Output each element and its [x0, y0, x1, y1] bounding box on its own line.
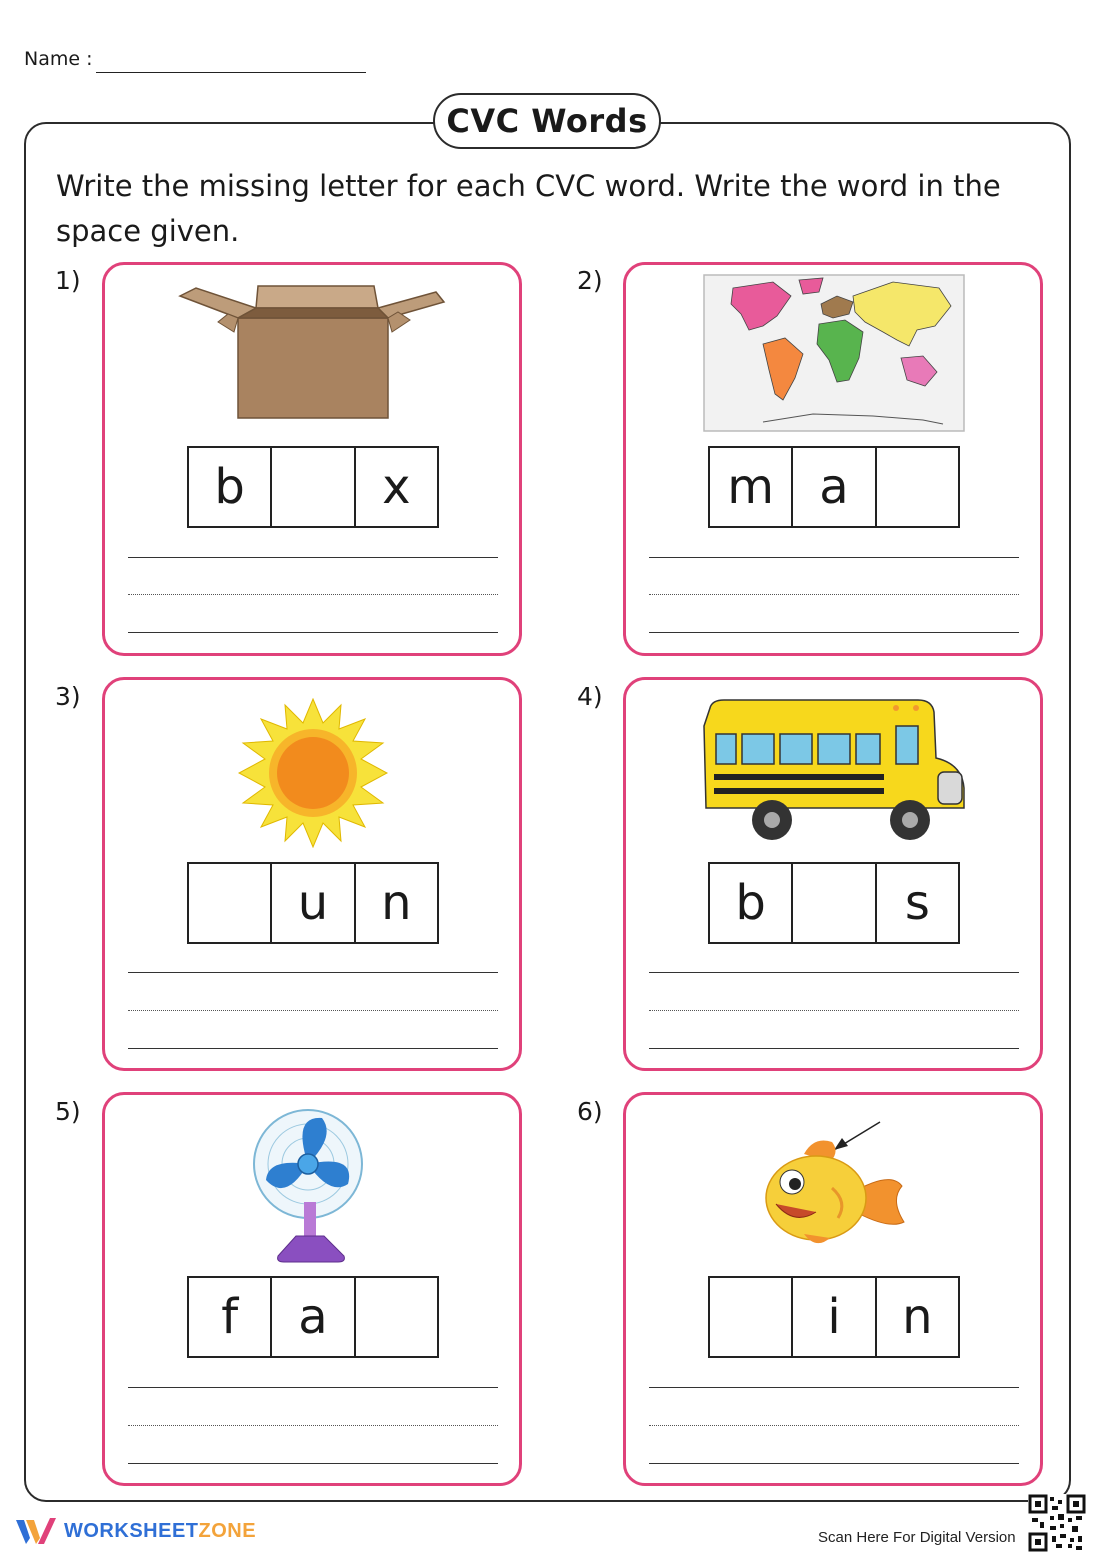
- letter-boxes: [187, 862, 439, 944]
- name-label: Name :: [24, 48, 93, 70]
- box-image: [178, 284, 448, 420]
- writing-guide-line: [649, 594, 1019, 595]
- letter-cell-blank[interactable]: [272, 448, 355, 526]
- brand-name-part1: WORKSHEET: [64, 1519, 199, 1542]
- letter-boxes: [187, 446, 439, 528]
- letter-cell-blank[interactable]: [793, 864, 876, 942]
- writing-line[interactable]: [649, 1463, 1019, 1464]
- scan-instruction: Scan Here For Digital Version: [818, 1529, 1016, 1546]
- letter-cell: b: [189, 448, 272, 526]
- letter-cell: n: [902, 1289, 933, 1345]
- worksheet-title: CVC Words: [433, 93, 661, 149]
- school-bus-image: [700, 696, 968, 842]
- writing-line[interactable]: [649, 1048, 1019, 1049]
- letter-cell-blank[interactable]: [356, 1278, 437, 1356]
- letter-cell: f: [189, 1278, 272, 1356]
- letter-cell-blank[interactable]: [710, 1278, 793, 1356]
- instructions: Write the missing letter for each CVC word. Write the word in the space given.: [56, 169, 1001, 248]
- world-map-image: [703, 274, 965, 434]
- brand-name-part2: ZONE: [198, 1519, 257, 1542]
- item-number: 1): [55, 266, 81, 295]
- letter-cell: b: [710, 864, 793, 942]
- writing-line[interactable]: [649, 1387, 1019, 1388]
- writing-line[interactable]: [649, 557, 1019, 558]
- worksheetzone-w-icon: [16, 1516, 56, 1546]
- letter-cell: x: [382, 459, 411, 515]
- writing-line[interactable]: [128, 632, 498, 633]
- letter-boxes: [187, 1276, 439, 1358]
- writing-line[interactable]: [649, 632, 1019, 633]
- item-number: 4): [577, 682, 603, 711]
- letter-cell: a: [272, 1278, 355, 1356]
- letter-cell: s: [904, 875, 930, 931]
- writing-guide-line: [649, 1425, 1019, 1426]
- writing-guide-line: [128, 1010, 498, 1011]
- letter-boxes: [708, 1276, 960, 1358]
- letter-cell: a: [793, 448, 876, 526]
- letter-boxes: [708, 862, 960, 944]
- letter-boxes: [708, 446, 960, 528]
- writing-line[interactable]: [128, 1048, 498, 1049]
- electric-fan-image: [252, 1106, 372, 1268]
- name-line: [96, 72, 366, 73]
- writing-guide-line: [128, 594, 498, 595]
- item-number: 2): [577, 266, 603, 295]
- writing-line[interactable]: [649, 972, 1019, 973]
- letter-cell: i: [793, 1278, 876, 1356]
- letter-cell: m: [710, 448, 793, 526]
- letter-cell-blank[interactable]: [877, 448, 958, 526]
- sun-image: [236, 698, 390, 848]
- writing-guide-line: [128, 1425, 498, 1426]
- writing-guide-line: [649, 1010, 1019, 1011]
- worksheetzone-logo[interactable]: [16, 1516, 256, 1546]
- letter-cell: u: [272, 864, 355, 942]
- letter-cell-blank[interactable]: [189, 864, 272, 942]
- letter-cell: n: [381, 875, 412, 931]
- writing-line[interactable]: [128, 1463, 498, 1464]
- writing-line[interactable]: [128, 1387, 498, 1388]
- goldfish-image: [754, 1118, 914, 1254]
- item-number: 5): [55, 1097, 81, 1126]
- item-number: 3): [55, 682, 81, 711]
- qr-code-icon[interactable]: [1028, 1494, 1086, 1552]
- writing-line[interactable]: [128, 972, 498, 973]
- item-number: 6): [577, 1097, 603, 1126]
- writing-line[interactable]: [128, 557, 498, 558]
